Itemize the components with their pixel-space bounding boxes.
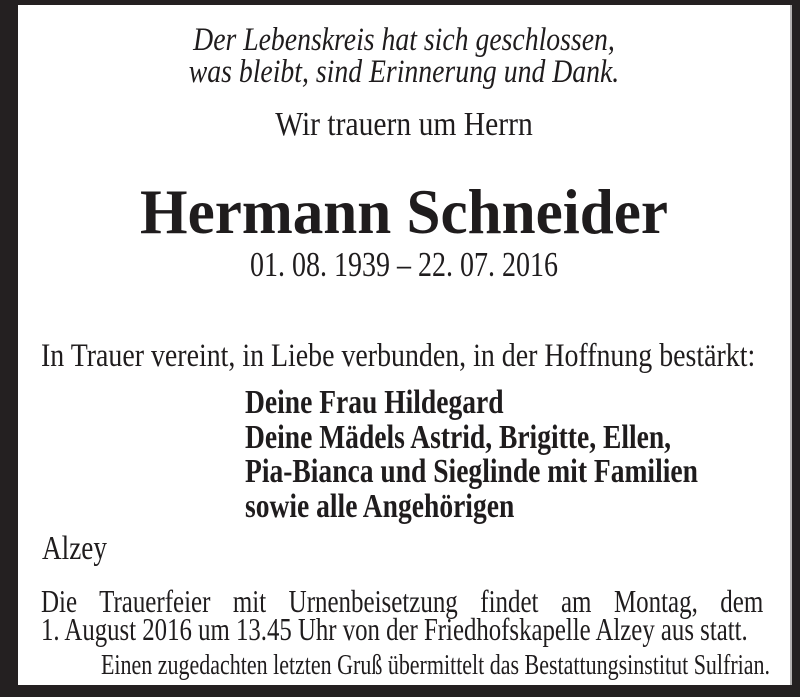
- funeral-info-line-1: Die Trauerfeier mit Urnenbeisetzung findet am Montag, dem: [41, 583, 764, 619]
- mourner-line-3: Pia-Bianca und Sieglinde mit Familien: [245, 453, 698, 490]
- epigraph-line-1: Der Lebenskreis hat sich geschlossen,: [193, 22, 615, 58]
- obituary-notice-paper: [18, 5, 792, 685]
- mourner-line-4: sowie alle Angehörigen: [245, 488, 515, 525]
- mourner-line-1: Deine Frau Hildegard: [245, 384, 504, 421]
- condolence-line: In Trauer vereint, in Liebe verbunden, in der Hoffnung bestärkt:: [41, 338, 756, 374]
- life-dates: 01. 08. 1939 – 22. 07. 2016: [249, 245, 558, 284]
- epigraph-line-2: was bleibt, sind Erinnerung und Dank.: [188, 54, 620, 90]
- mourning-intro: Wir trauern um Herrn: [275, 106, 533, 143]
- deceased-name: Hermann Schneider: [140, 177, 668, 247]
- mourner-line-2: Deine Mädels Astrid, Brigitte, Ellen,: [245, 419, 672, 456]
- funeral-info-line-2: 1. August 2016 um 13.45 Uhr von der Friedhofskapelle Alzey aus statt.: [41, 611, 748, 647]
- funeral-home-closing: Einen zugedachten letzten Gruß übermittelt das Bestattungsinstitut Sulfrian.: [100, 650, 771, 681]
- city: Alzey: [42, 530, 107, 567]
